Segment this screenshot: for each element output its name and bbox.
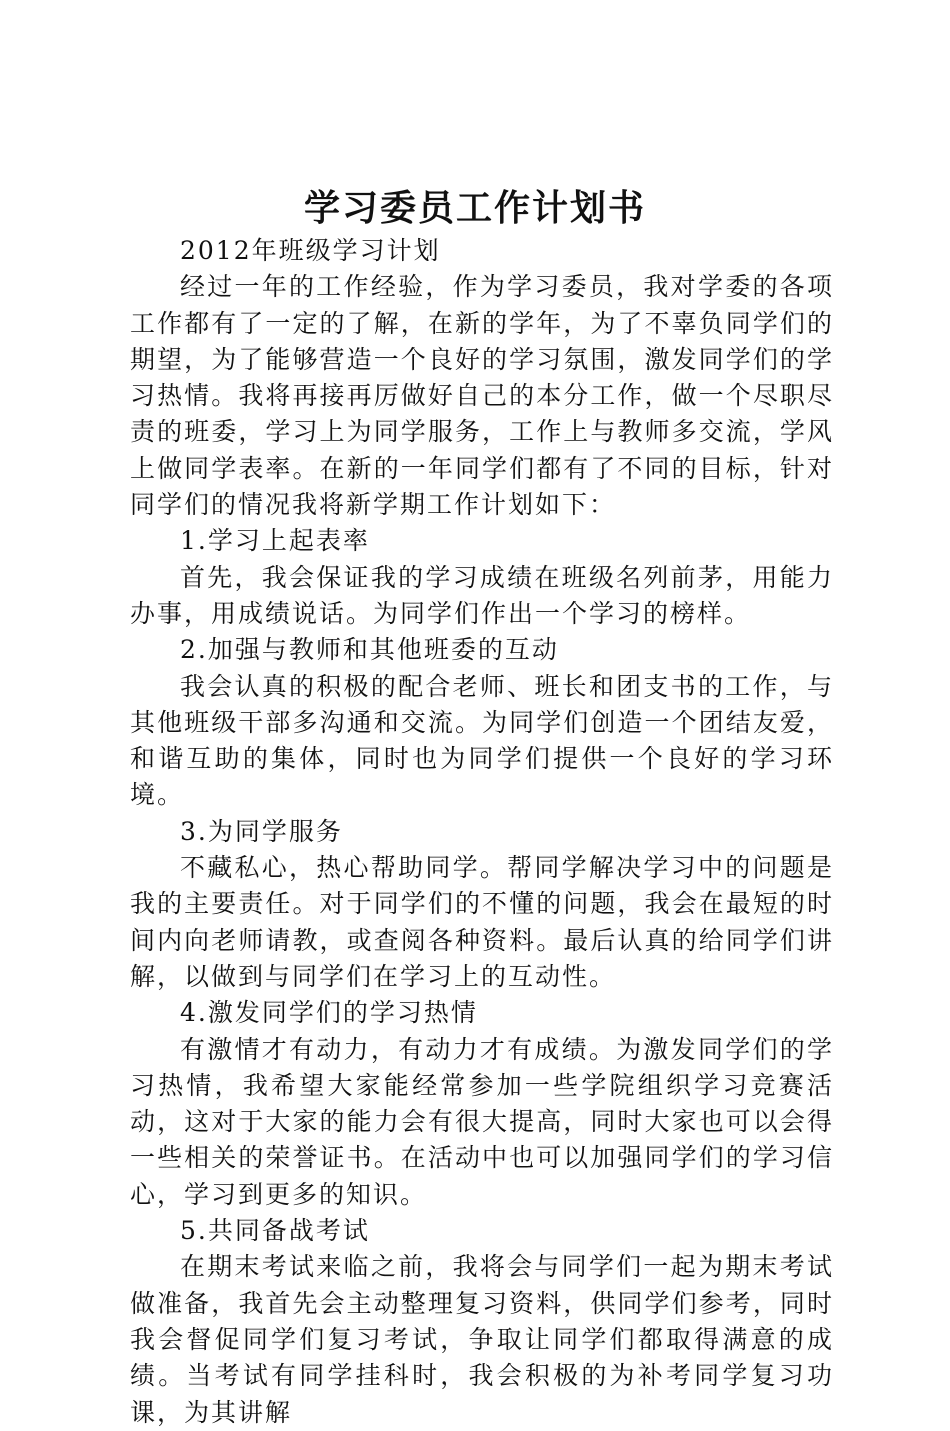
section-text-5: 在期末考试来临之前，我将会与同学们一起为期末考试做准备，我首先会主动整理复习资料，供同学们参考，同时我会督促同学们复习考试，争取让同学们都取得满意的成绩。当考试有同学挂科时，我会积极的为补考同学复习功课，为其讲解 <box>130 1252 834 1427</box>
document-body <box>130 233 834 1431</box>
document-title: 学习委员工作计划书 <box>303 187 646 229</box>
section-heading-4: 4.激发同学们的学习热情 <box>180 998 478 1028</box>
intro-paragraph: 经过一年的工作经验，作为学习委员，我对学委的各项工作都有了一定的了解，在新的学年，为了不辜负同学们的期望，为了能够营造一个良好的学习氛围，激发同学们的学习热情。我将再接再厉做好自己的本分工作，做一个尽职尽责的班委，学习上为同学服务，工作上与教师多交流，学风上做同学表率。在新的一年同学们都有了不同的目标，针对同学们的情况我将新学期工作计划如下： <box>130 272 834 520</box>
section-heading-2: 2.加强与教师和其他班委的互动 <box>180 635 559 665</box>
section-heading-5: 5.共同备战考试 <box>180 1216 370 1246</box>
section-heading-1: 1.学习上起表率 <box>180 526 370 556</box>
document-subtitle: 2012年班级学习计划 <box>180 236 441 265</box>
section-text-3: 不藏私心，热心帮助同学。帮同学解决学习中的问题是我的主要责任。对于同学们的不懂的问题，我会在最短的时间内向老师请教，或查阅各种资料。最后认真的给同学们讲解，以做到与同学们在学习上的互动性。 <box>130 853 834 991</box>
section-text-1: 首先，我会保证我的学习成绩在班级名列前茅，用能力办事，用成绩说话。为同学们作出一个学习的榜样。 <box>130 562 834 628</box>
section-text-2: 我会认真的积极的配合老师、班长和团支书的工作，与其他班级干部多沟通和交流。为同学们创造一个团结友爱，和谐互助的集体，同时也为同学们提供一个良好的学习环境。 <box>130 671 834 810</box>
section-text-4: 有激情才有动力，有动力才有成绩。为激发同学们的学习热情，我希望大家能经常参加一些学院组织学习竞赛活动，这对于大家的能力会有很大提高，同时大家也可以会得一些相关的荣誉证书。在活动中也可以加强同学们的学习信心，学习到更多的知识。 <box>130 1034 834 1209</box>
section-heading-3: 3.为同学服务 <box>180 816 343 846</box>
